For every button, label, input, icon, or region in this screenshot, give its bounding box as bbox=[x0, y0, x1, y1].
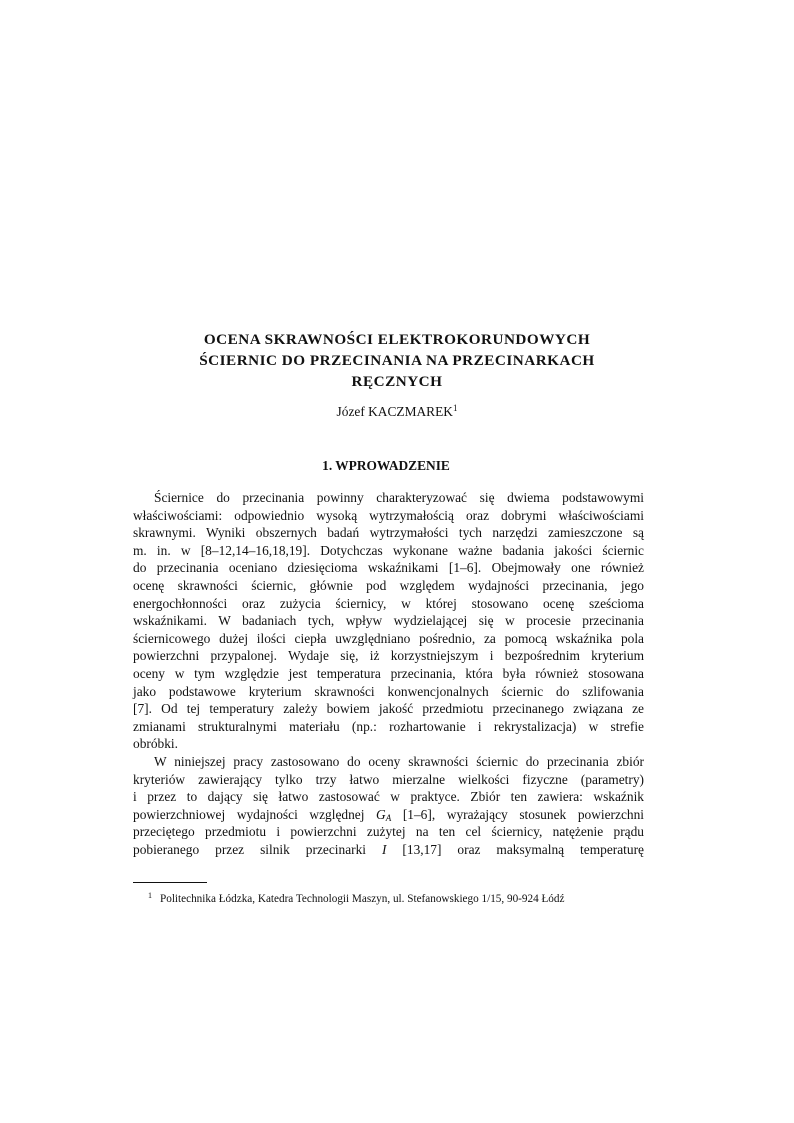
footnote-mark: 1 bbox=[148, 891, 152, 900]
text-line: właściwościami: odpowiednio wysoką wytrzymałością oraz dobrymi właściwościami bbox=[133, 507, 644, 523]
text-fragment: pobieranego przez silnik przecinarki bbox=[133, 841, 382, 857]
text-line: energochłonności oraz zużycia ściernicy, w której stosowano ocenę sześcioma bbox=[133, 595, 644, 611]
body-text bbox=[133, 489, 644, 858]
author-name: Józef KACZMAREK bbox=[336, 404, 453, 419]
symbol-i: I bbox=[381, 841, 387, 857]
text-fragment: [13,17] oraz maksymalną temperaturę bbox=[386, 841, 644, 857]
text-line: kryteriów zawierający tylko trzy łatwo mierzalne wielkości fizyczne (parametry) bbox=[133, 771, 644, 787]
text-line: Ściernice do przecinania powinny charakteryzować się dwiema podstawowymi bbox=[154, 490, 644, 505]
title-line: ŚCIERNIC DO PRZECINANIA NA PRZECINARKACH bbox=[199, 352, 595, 369]
footnote-separator bbox=[133, 882, 207, 883]
title-line: RĘCZNYCH bbox=[351, 373, 443, 390]
text-line: oceny w tym względzie jest temperatura przecinania, która była również stosowana bbox=[133, 665, 644, 681]
text-line: skrawnymi. Wyniki obszernych badań wytrzymałości tych narzędzi zamieszczone są bbox=[133, 525, 644, 541]
text-fragment: powierzchniowej wydajności względnej bbox=[133, 806, 377, 822]
symbol-subscript: A bbox=[385, 812, 392, 823]
paper-title bbox=[0, 329, 794, 392]
text-line: jako podstawowe kryterium skrawności konwencjonalnych ściernic do szlifowania bbox=[133, 683, 644, 699]
text-line: powierzchni przypalonej. Wydaje się, iż korzystniejszym i bezpośrednim kryterium bbox=[133, 648, 644, 664]
text-line: ściernicowego dużej ilości ciepła uwzględniano pośrednio, za pomocą wskaźnika pola bbox=[133, 630, 644, 646]
text-line: i przez to dający się łatwo zastosować w praktyce. Zbiór ten zawiera: wskaźnik bbox=[133, 789, 644, 805]
footnote bbox=[148, 892, 564, 906]
text-fragment: [1–6], wyrażający stosunek powierzchni bbox=[391, 806, 644, 822]
text-line: wskaźnikami. W badaniach tych, wpływ wydzielającej się w procesie przecinania bbox=[133, 613, 644, 629]
text-line bbox=[133, 841, 644, 859]
section-heading: 1. WPROWADZENIE bbox=[322, 458, 450, 473]
text-line bbox=[133, 806, 644, 824]
author-line bbox=[0, 404, 794, 420]
text-line: [7]. Od tej temperatury zależy bowiem jakość przedmiotu przecinanego związana ze bbox=[133, 701, 644, 717]
text-line: m. in. w [8–12,14–16,18,19]. Dotychczas wykonane ważne badania jakości ściernic bbox=[133, 542, 644, 558]
footnote-text: Politechnika Łódzka, Katedra Technologii Maszyn, ul. Stefanowskiego 1/15, 90-924 Łódź bbox=[160, 893, 565, 905]
title-line: OCENA SKRAWNOŚCI ELEKTROKORUNDOWYCH bbox=[203, 331, 591, 348]
text-line: do przecinania oceniano dziesięcioma wskaźnikami [1–6]. Obejmowały one również bbox=[133, 560, 644, 576]
text-line: obróbki. bbox=[133, 736, 179, 752]
symbol-g: G bbox=[376, 806, 386, 822]
author-footnote-mark: 1 bbox=[452, 403, 458, 413]
text-line: zmianami strukturalnymi materiału (np.: rozhartowanie i rekrystalizacja) w strefie bbox=[133, 718, 644, 734]
text-line: W niniejszej pracy zastosowano do oceny skrawności ściernic do przecinania zbiór bbox=[154, 753, 644, 769]
text-line: przeciętego przedmiotu i powierzchni zużytej na ten cel ściernicy, natężenie prądu bbox=[133, 824, 644, 840]
text-line: ocenę skrawności ściernic, głównie pod względem wydajności przecinania, jego bbox=[133, 577, 644, 593]
